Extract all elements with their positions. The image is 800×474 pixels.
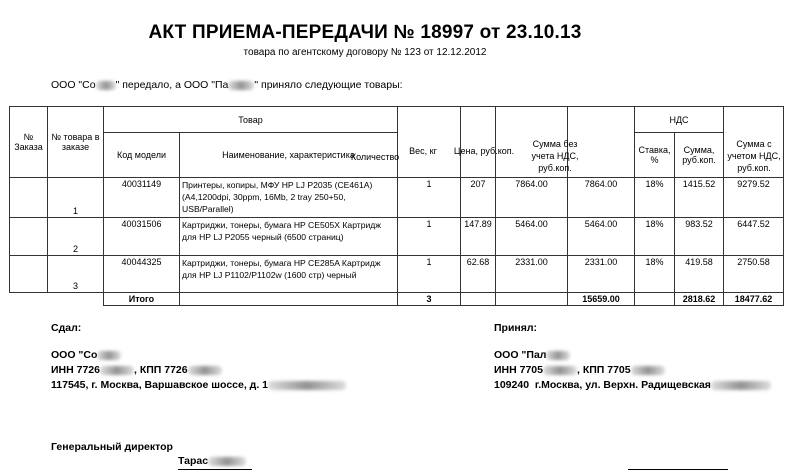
rate-cell: 18% (635, 178, 675, 218)
model-cell: 40031506 (104, 218, 180, 256)
total-qty: 3 (398, 293, 461, 306)
right-inn-kpp: ИНН 7705 , КПП 7705 (494, 364, 665, 376)
left-heading: Сдал: (51, 322, 82, 334)
total-cell: 9279.52 (724, 178, 784, 218)
redacted-text (228, 81, 254, 90)
right-org: ООО "Пал (494, 349, 570, 361)
header-rate: Ставка, % (635, 133, 675, 178)
total-blank (635, 293, 675, 306)
total-blank (180, 293, 398, 306)
redacted-text (100, 366, 134, 375)
rate-cell: 18% (635, 218, 675, 256)
left-org: ООО "Со (51, 349, 121, 361)
item-no-cell: 1 (48, 178, 104, 218)
name-cell: Картриджи, тонеры, бумага HP CE505X Картридж для HP LJ P2055 черный (6500 страниц) (180, 218, 398, 256)
left-address: 117545, г. Москва, Варшавское шоссе, д. 1 (51, 379, 346, 391)
redacted-text (546, 351, 570, 360)
goods-table (9, 106, 784, 306)
header-vat: НДС (635, 107, 724, 133)
header-sum-no-vat: Сумма без учета НДС, руб.коп. (531, 139, 579, 173)
left-signer: Тарас (178, 455, 246, 467)
redacted-text (631, 366, 665, 375)
qty-cell: 1 (398, 218, 461, 256)
header-name: Наименование, характеристика (180, 133, 398, 178)
header-vat-sum: Сумма, руб.коп. (675, 133, 724, 178)
header-item-no: № товара в заказе (48, 107, 104, 178)
right-address: 109240 г.Москва, ул. Верхн. Радищевская (494, 379, 771, 391)
vat-cell: 983.52 (675, 218, 724, 256)
weight-cell: 62.68 (461, 256, 496, 293)
total-cell: 6447.52 (724, 218, 784, 256)
redacted-text (188, 366, 222, 375)
redacted-text (268, 381, 346, 390)
header-sum-with-vat: Сумма с учетом НДС, руб.коп. (727, 139, 781, 173)
vat-cell: 419.58 (675, 256, 724, 293)
redacted-text (97, 351, 121, 360)
total-sum: 15659.00 (568, 293, 635, 306)
document-title: АКТ ПРИЕМА-ПЕРЕДАЧИ № 18997 от 23.10.13 (148, 22, 582, 43)
header-blank (461, 107, 496, 178)
header-goods: Товар (104, 107, 398, 133)
total-cell: 2750.58 (724, 256, 784, 293)
item-no-cell: 3 (48, 256, 104, 293)
order-cell (10, 178, 48, 218)
price-cell: 7864.00 (496, 178, 568, 218)
header-model-code: Код модели (104, 133, 180, 178)
signature-line (628, 469, 728, 470)
sum-cell: 5464.00 (568, 218, 635, 256)
header-order-no: № Заказа (10, 107, 48, 178)
item-no-cell: 2 (48, 218, 104, 256)
redacted-text (96, 81, 116, 90)
redacted-text (208, 457, 246, 466)
name-cell: Принтеры, копиры, МФУ HP LJ P2035 (CE461A) (A4,1200dpi, 30ppm, 16Mb, 2 tray 250+50, USB/Parallel) (180, 178, 398, 218)
header-qty: Количество (350, 152, 400, 162)
price-cell: 2331.00 (496, 256, 568, 293)
intro-text: ООО "Со " передало, а ООО "Па " приняло следующие товары: (51, 79, 403, 91)
model-cell: 40044325 (104, 256, 180, 293)
qty-cell: 1 (398, 256, 461, 293)
left-position: Генеральный директор (51, 441, 173, 453)
header-blank (398, 107, 461, 178)
sum-cell: 7864.00 (568, 178, 635, 218)
total-blank (48, 293, 104, 306)
order-cell (10, 218, 48, 256)
total-with-vat: 18477.62 (724, 293, 784, 306)
price-cell: 5464.00 (496, 218, 568, 256)
header-price: Цена, руб.коп. (453, 146, 515, 156)
right-heading: Принял: (494, 322, 538, 334)
order-cell (10, 256, 48, 293)
weight-cell: 207 (461, 178, 496, 218)
redacted-text (543, 366, 577, 375)
rate-cell: 18% (635, 256, 675, 293)
signature-line (178, 469, 252, 470)
redacted-text (711, 381, 771, 390)
sum-cell: 2331.00 (568, 256, 635, 293)
left-inn-kpp: ИНН 7726 , КПП 7726 (51, 364, 222, 376)
vat-cell: 1415.52 (675, 178, 724, 218)
total-blank (461, 293, 496, 306)
document-subtitle: товара по агентскому договору № 123 от 12.12.2012 (243, 47, 487, 58)
weight-cell: 147.89 (461, 218, 496, 256)
total-label: Итого (104, 293, 180, 306)
model-cell: 40031149 (104, 178, 180, 218)
name-cell: Картриджи, тонеры, бумага HP CE285A Картридж для HP LJ P1102/P1102w (1600 стр) черный (180, 256, 398, 293)
total-vat: 2818.62 (675, 293, 724, 306)
total-blank (496, 293, 568, 306)
header-weight: Вес, кг (409, 146, 437, 156)
qty-cell: 1 (398, 178, 461, 218)
total-blank (10, 293, 48, 306)
